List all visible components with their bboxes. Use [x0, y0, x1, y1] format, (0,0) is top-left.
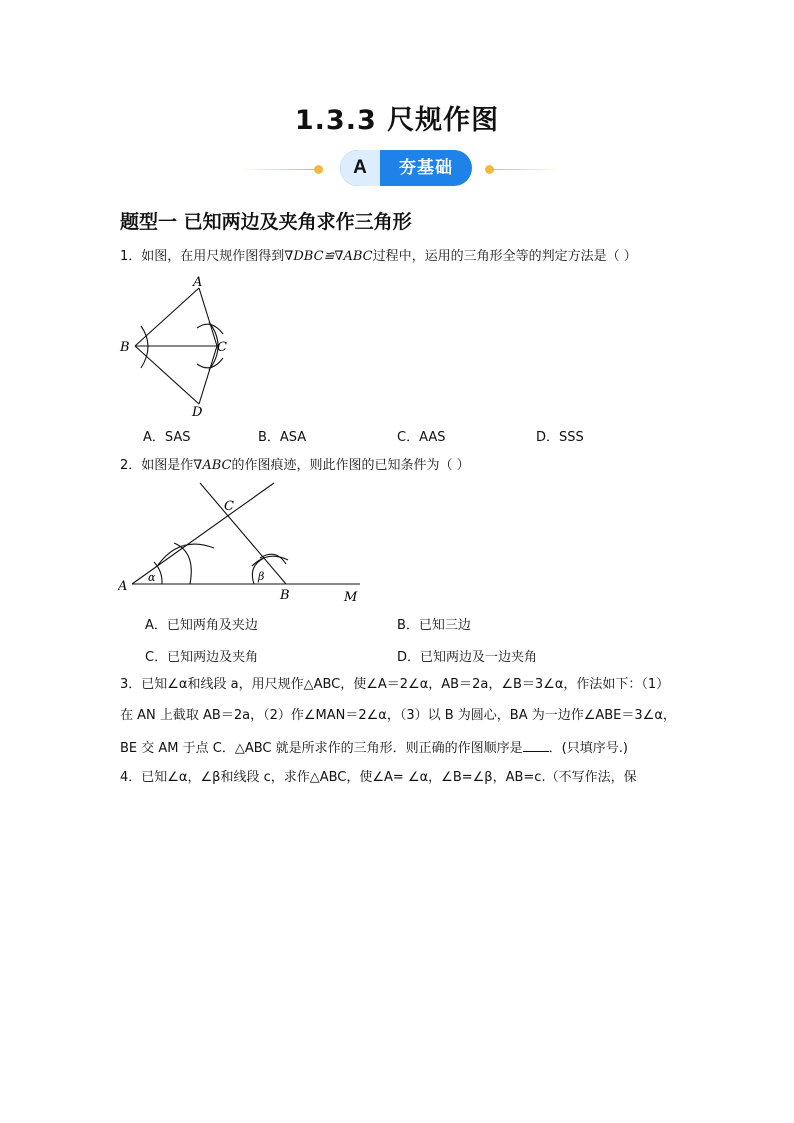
- q2-figure: [118, 480, 368, 608]
- q2-text-after: 的作图痕迹，则此作图的已知条件为（ ）: [231, 458, 470, 473]
- q1-segment-ac: [199, 288, 217, 346]
- banner-line-left: [240, 169, 314, 170]
- q3-line-3-before: BE 交 AM 于点 C．△ABC 就是所求作的三角形．则正确的作图顺序是: [120, 741, 523, 756]
- q3-line-3-after: ．(只填序号.): [548, 741, 628, 756]
- banner-line-right: [490, 169, 560, 170]
- q2-arc-a-lower: [174, 543, 191, 584]
- question-1-text: [120, 248, 637, 266]
- q1-option-c[interactable]: C．AAS: [397, 430, 446, 445]
- q1-label-b: B: [120, 340, 130, 355]
- q3-line-3: [120, 738, 628, 758]
- q1-label-c: C: [217, 340, 227, 355]
- q2-option-d[interactable]: D．已知两边及一边夹角: [397, 650, 538, 665]
- q2-option-a[interactable]: A．已知两角及夹边: [145, 618, 258, 633]
- q2-ray-bc: [200, 483, 286, 584]
- section-heading: 题型一 已知两边及夹角求作三角形: [120, 211, 412, 233]
- q2-label-m: M: [344, 590, 358, 605]
- q1-option-a[interactable]: A．SAS: [143, 430, 191, 445]
- level-pill: [340, 150, 472, 186]
- q2-text-before: 2．如图是作: [120, 458, 194, 473]
- q3-line-1: 3．已知∠α和线段 a，用尺规作△ABC，使∠A＝2∠α，AB＝2a，∠B＝3∠α，作法如下：（1）: [120, 677, 670, 692]
- level-banner: [240, 150, 560, 188]
- question-4-text: 4．已知∠α，∠β和线段 c，求作△ABC，使∠A= ∠α，∠B=∠β，AB=c.（不写作法，保: [120, 770, 637, 785]
- q1-option-d[interactable]: D．SSS: [536, 430, 584, 445]
- q1-label-a: A: [193, 275, 203, 290]
- q3-answer-blank[interactable]: [523, 738, 549, 752]
- level-text: 夯基础: [399, 158, 453, 178]
- q2-option-c[interactable]: C．已知两边及夹角: [145, 650, 259, 665]
- q2-arc-a-upper: [158, 544, 214, 565]
- q2-option-b[interactable]: B．已知三边: [397, 618, 471, 633]
- q1-expression: ∇DBC≌∇ABC: [284, 249, 373, 264]
- q1-segment-bd: [135, 346, 199, 404]
- q1-option-b[interactable]: B．ASA: [258, 430, 307, 445]
- q2-label-c: C: [224, 499, 234, 514]
- q2-label-beta: β: [258, 570, 265, 583]
- q1-label-d: D: [192, 405, 203, 420]
- q2-expression: ∇ABC: [193, 458, 232, 473]
- banner-dot-left: [314, 165, 323, 174]
- q1-arc-left: [141, 326, 148, 368]
- q1-segment-cd: [199, 346, 217, 404]
- question-2-text: [120, 457, 470, 475]
- page-title: 1.3.3 尺规作图: [294, 105, 500, 136]
- q1-text-after: 过程中，运用的三角形全等的判定方法是（ ）: [372, 249, 637, 264]
- q2-ray-ac: [132, 483, 274, 584]
- q1-text-before: 1．如图，在用尺规作图得到: [120, 249, 285, 264]
- q2-label-alpha: α: [148, 571, 156, 584]
- q1-arc-c-top: [197, 324, 223, 334]
- q1-segment-ab: [135, 288, 199, 346]
- q1-figure: [115, 272, 245, 420]
- level-letter: A: [340, 150, 380, 186]
- q3-line-2: 在 AN 上截取 AB＝2a，（2）作∠MAN＝2∠α，（3）以 B 为圆心，BA 为一边作∠ABE＝3∠α，: [120, 708, 676, 723]
- q2-label-b: B: [280, 588, 290, 603]
- q2-label-a: A: [118, 579, 128, 594]
- q1-arc-c-bottom: [197, 358, 223, 368]
